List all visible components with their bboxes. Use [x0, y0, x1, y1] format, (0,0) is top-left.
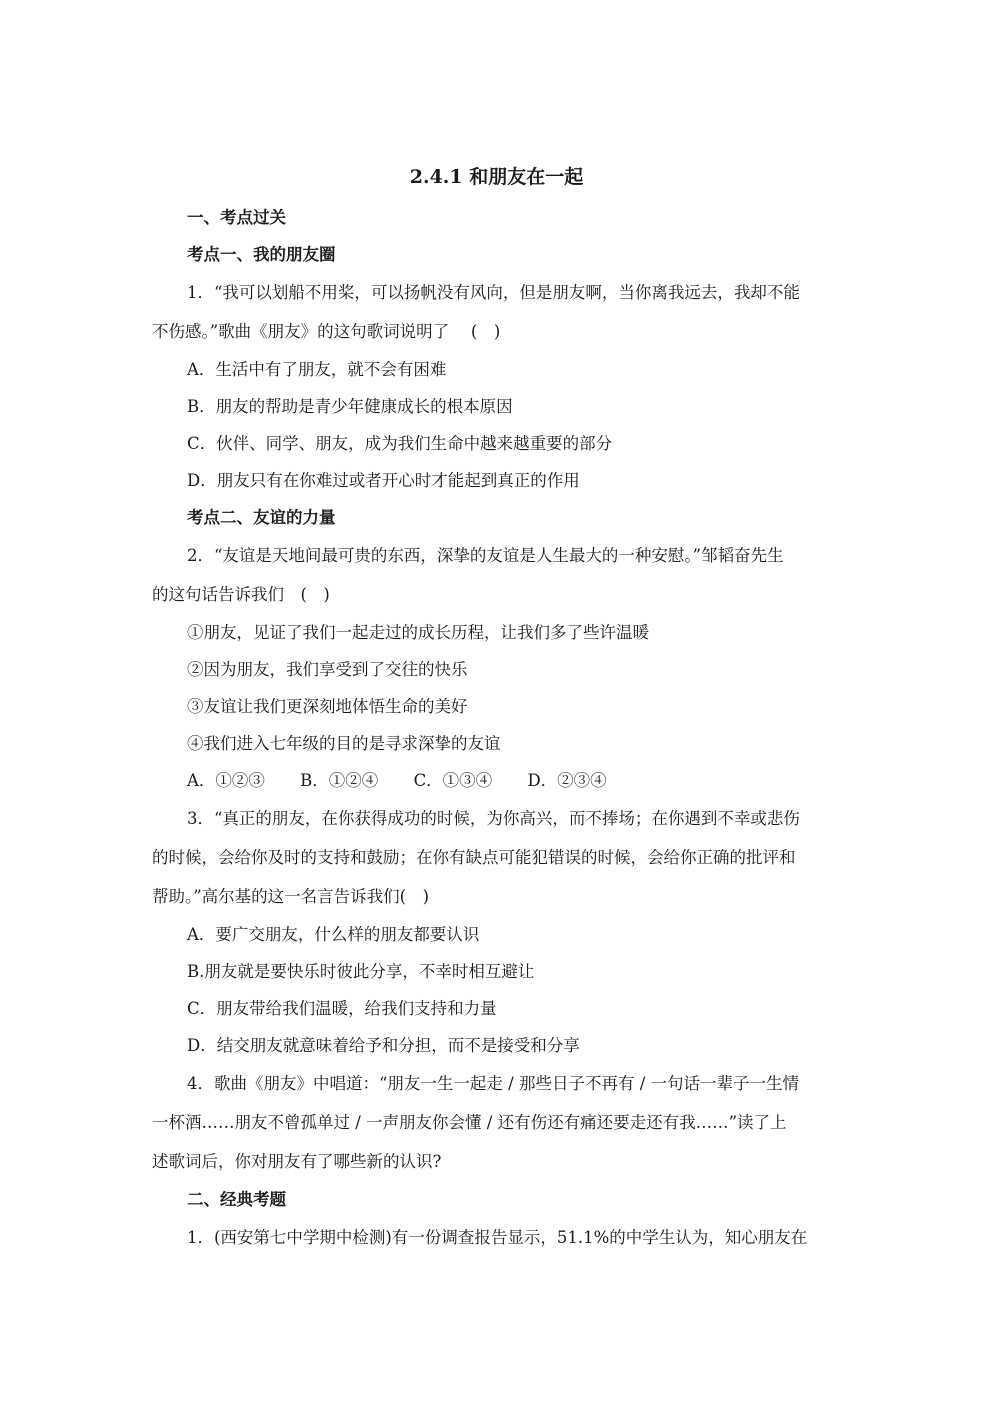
kaodian-heading-1: 考点一、我的朋友圈 [187, 245, 336, 264]
q2-statement-2: ②因为朋友，我们享受到了交往的快乐 [187, 660, 468, 679]
q2-option-c: C．①③④ [413, 771, 493, 790]
q4-stem-line-2: 一杯酒……朋友不曾孤单过 / 一声朋友你会懂 / 还有伤还有痛还要走还有我……”读了上 [152, 1113, 787, 1132]
q1-option-b: B．朋友的帮助是青少年健康成长的根本原因 [187, 397, 513, 416]
q1-option-c: C．伙伴、同学、朋友，成为我们生命中越来越重要的部分 [187, 434, 613, 453]
q2-option-d: D．②③④ [527, 771, 607, 790]
q2-options-row [152, 762, 852, 799]
q3-option-c: C．朋友带给我们温暖，给我们支持和力量 [187, 999, 497, 1018]
q3-option-b: B.朋友就是要快乐时彼此分享，不幸时相互避让 [187, 962, 535, 981]
q2-option-a: A．①②③ [187, 771, 265, 790]
document-body [152, 199, 852, 1257]
q2-statement-4: ④我们进入七年级的目的是寻求深挚的友谊 [187, 734, 501, 753]
q3-stem-line-1: 3．“真正的朋友，在你获得成功的时候，为你高兴，而不捧场；在你遇到不幸或悲伤 [187, 809, 800, 828]
q3-option-a: A．要广交朋友，什么样的朋友都要认识 [187, 925, 480, 944]
q3-stem-line-2: 的时候，会给你及时的支持和鼓励；在你有缺点可能犯错误的时候，会给你正确的批评和 [152, 848, 796, 867]
q3-stem-line-3: 帮助。”高尔基的这一名言告诉我们( ) [152, 887, 430, 906]
q2-option-b: B．①②④ [300, 771, 379, 790]
q3-option-d: D．结交朋友就意味着给予和分担，而不是接受和分享 [187, 1036, 580, 1055]
q1-option-d: D．朋友只有在你难过或者开心时才能起到真正的作用 [187, 471, 580, 490]
q1-option-a: A．生活中有了朋友，就不会有困难 [187, 360, 447, 379]
section-heading-2: 二、经典考题 [187, 1190, 286, 1209]
q2-statement-3: ③友谊让我们更深刻地体悟生命的美好 [187, 697, 468, 716]
q2-stem-line-1: 2．“友谊是天地间最可贵的东西，深挚的友谊是人生最大的一种安慰。”邹韬奋先生 [187, 546, 784, 565]
kaodian-heading-2: 考点二、友谊的力量 [187, 508, 336, 527]
q5-stem-line-1: 1．(西安第七中学期中检测)有一份调查报告显示，51.1%的中学生认为，知心朋友在 [187, 1228, 808, 1247]
q2-stem-line-2: 的这句话告诉我们 ( ) [152, 585, 330, 604]
document-title: 2.4.1 和朋友在一起 [409, 166, 584, 188]
q4-stem-line-1: 4．歌曲《朋友》中唱道：“朋友一生一起走 / 那些日子不再有 / 一句话一辈子一生情 [187, 1074, 800, 1093]
q1-stem-line-1: 1．“我可以划船不用桨，可以扬帆没有风向，但是朋友啊，当你离我远去，我却不能 [187, 283, 800, 302]
q2-statement-1: ①朋友，见证了我们一起走过的成长历程，让我们多了些许温暖 [187, 623, 649, 642]
section-heading-1: 一、考点过关 [187, 208, 286, 227]
q4-stem-line-3: 述歌词后，你对朋友有了哪些新的认识? [152, 1152, 442, 1171]
q1-stem-line-2: 不伤感。”歌曲《朋友》的这句歌词说明了 ( ) [152, 322, 501, 341]
